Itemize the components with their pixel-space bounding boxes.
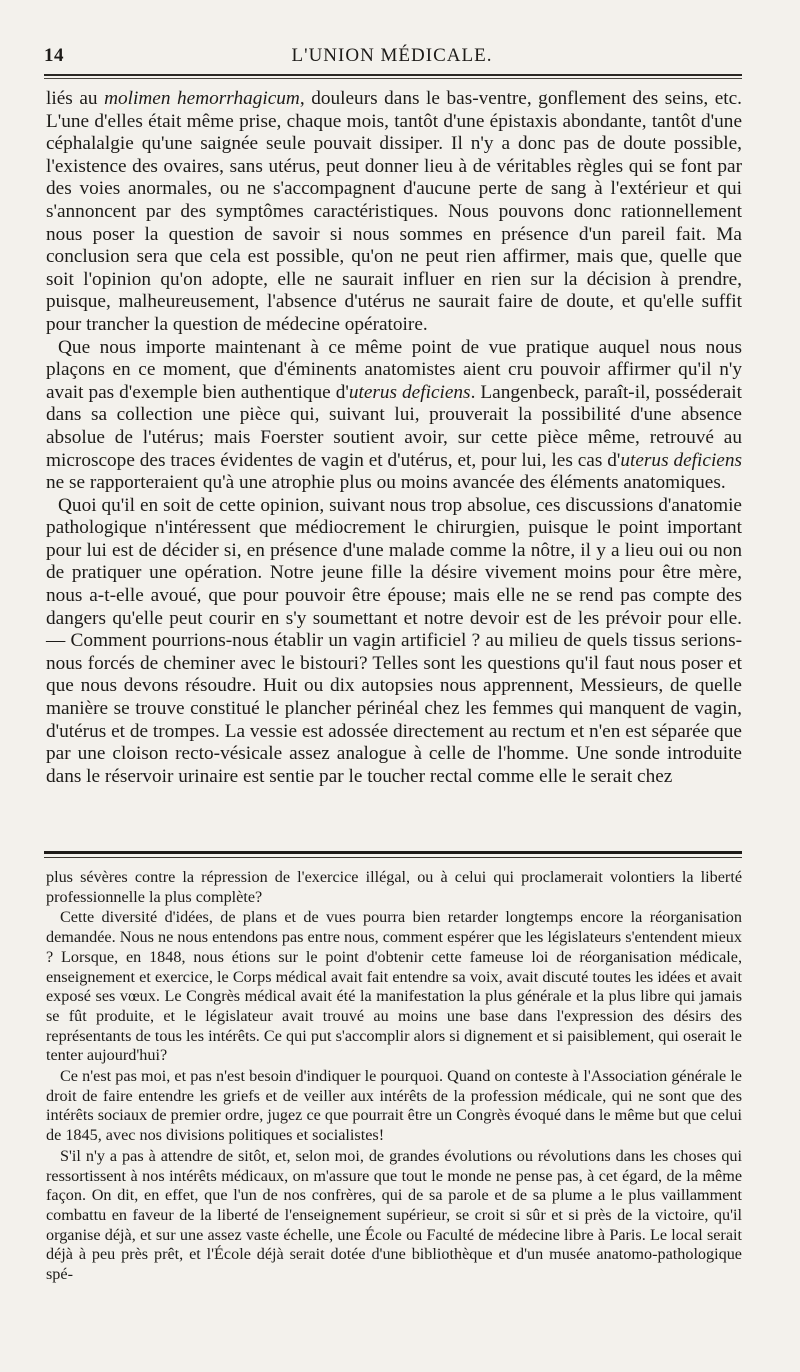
text-run: , douleurs dans le bas-ventre, gonflement des seins, etc. L'une d'elles était même prise, chaque mois, tantôt d'une épistaxis abondante, tantôt d'une céphalalgie qu'une saignée seule pouvait dissiper. Il n'y a donc pas de doute possible, l'existence des ovaires, sans utérus, peut donner lieu à de véritables règles qui se font par des voies anormales, ou ne s'accompagnent d'aucune perte de sang à l'extérieur et qui s'annoncent par des symptômes caractéristiques. Nous pouvons donc rationnellement nous poser la question de savoir si nous sommes en présence d'un pareil fait. Ma conclusion sera que cela est possible, qu'on ne peut rien affirmer, mais que, quelle que soit l'opinion qu'on adopte, elle ne saurait influer en rien sur la décision à prendre, puisque, malheureusement, l'absence d'utérus ne saurait faire de doute, et qu'elle suffit pour trancher la question de médecine opératoire. bbox=[46, 88, 743, 335]
page-number: 14 bbox=[44, 45, 64, 66]
feuilleton-paragraph-3: Ce n'est pas moi, et pas n'est besoin d'indiquer le pourquoi. Quand on conteste à l'Association générale le droit de faire entendre les griefs et de veiller aux intérêts de la profession médicale, qui ne sont que des intérêts sociaux de premier ordre, jugez ce que pourrait être un Congrès évoqué dans le même but que celui de 1845, avec nos divisions politiques et socialistes! bbox=[46, 1067, 742, 1145]
feuilleton-separator-thin bbox=[44, 857, 742, 858]
article-paragraph-3: Quoi qu'il en soit de cette opinion, suivant nous trop absolue, ces discussions d'anatomie pathologique n'intéressent que médiocrement le chirurgien, puisque le point important pour lui est de décider si, en présence d'une malade comme la nôtre, il y a lieu oui ou non de pratiquer une opération. Notre jeune fille la désire vivement moins pour être mère, nous a-t-elle avoué, que pour pouvoir être épouse; mais elle ne se rend pas compte des dangers qu'elle peut courir en s'y soumettant et notre devoir est de les prévoir pour elle. — Comment pourrions-nous établir un vagin artificiel ? au milieu de quels tissus serions-nous forcés de cheminer avec le bistouri? Telles sont les questions qu'il faut nous poser et que nous devons résoudre. Huit ou dix autopsies nous apprennent, Messieurs, de quelle manière se trouve constitué le plancher périnéal chez les femmes qui manquent de vagin, d'utérus et de trompes. La vessie est adossée directement au rectum et n'en est séparée que par une cloison recto-vésicale assez analogue à celle de l'homme. Une sonde introduite dans le réservoir urinaire est sentie par le toucher rectal comme elle le serait chez bbox=[46, 494, 742, 787]
article-paragraph-2 bbox=[46, 337, 742, 495]
header-rule bbox=[44, 74, 742, 76]
feuilleton-paragraph-1: plus sévères contre la répression de l'exercice illégal, ou à celui qui proclamerait volontiers la liberté professionnelle la plus complète? bbox=[46, 868, 742, 906]
feuilleton-body bbox=[46, 868, 742, 1285]
feuilleton-paragraph-4: S'il n'y a pas à attendre de sitôt, et, selon moi, de grandes évolutions ou révolutions dans les choses qui ressortissent à nos intérêts médicaux, on m'assure que tout le monde ne pense pas, à cet égard, de la même façon. On dit, en effet, que l'un de nos confrères, qui de sa parole et de sa plume a le plus vaillamment combattu en faveur de la liberté de l'enseignement supérieur, se croit si sûr et si près de la victoire, qu'il organise déjà, et sur une assez vaste échelle, une École ou Faculté de médecine libre à Paris. Le local serait déjà à peu près prêt, et l'École déjà serait dotée d'une bibliothèque et d'un musée anatomo-pathologique spé- bbox=[46, 1146, 742, 1284]
italic-term: molimen hemorrhagicum bbox=[104, 88, 300, 109]
page-header bbox=[44, 45, 740, 73]
journal-title: L'UNION MÉDICALE. bbox=[291, 45, 493, 66]
italic-term: uterus deficiens bbox=[620, 449, 743, 471]
text-run: liés au bbox=[46, 88, 105, 109]
italic-term: uterus deficiens bbox=[348, 381, 471, 403]
article-body bbox=[46, 88, 742, 788]
feuilleton-paragraph-2: Cette diversité d'idées, de plans et de vues pourra bien retarder longtemps encore la réorganisation demandée. Nous ne nous entendons pas entre nous, comment espérer que les législateurs s'entendent mieux ? Lorsque, en 1848, nous étions sur le point d'obtenir cette fameuse loi de réorganisation médicale, enseignement et exercice, le Corps médical avait fait entendre sa voix, avait discuté toutes les idées et avait exposé ses vœux. Le Congrès médical avait été la manifestation la plus générale et la plus libre qui jamais se fût produite, et le législateur avait trouvé au moins une base dans l'expression des désirs des représentants de tous les intérêts. Ce qui put s'accomplir alors si dignement et si paisiblement, qui oserait le tenter aujourd'hui? bbox=[46, 908, 742, 1065]
text-run: . Langenbeck, paraît-il, posséderait dans sa collection une pièce qui, suivant lui, prouverait la possibilité d'une absence absolue de l'utérus; mais Foerster soutient avoir, sur cette pièce même, retrouvé au microscope des traces évidentes de vagin et d'utérus, et, pour lui, les cas d' bbox=[46, 381, 742, 471]
text-run: Que nous importe maintenant à ce même point de vue pratique auquel nous nous plaçons en ce moment, que d'éminents anatomistes aient cru pouvoir affirmer qu'il n'y avait pas d'exemple bien authentique d' bbox=[46, 336, 742, 403]
article-paragraph-1 bbox=[46, 88, 742, 337]
header-rule-thin bbox=[44, 78, 742, 79]
text-run: ne se rapporteraient qu'à une atrophie plus ou moins avancée des éléments anatomiques. bbox=[46, 472, 726, 494]
feuilleton-separator bbox=[44, 851, 742, 854]
